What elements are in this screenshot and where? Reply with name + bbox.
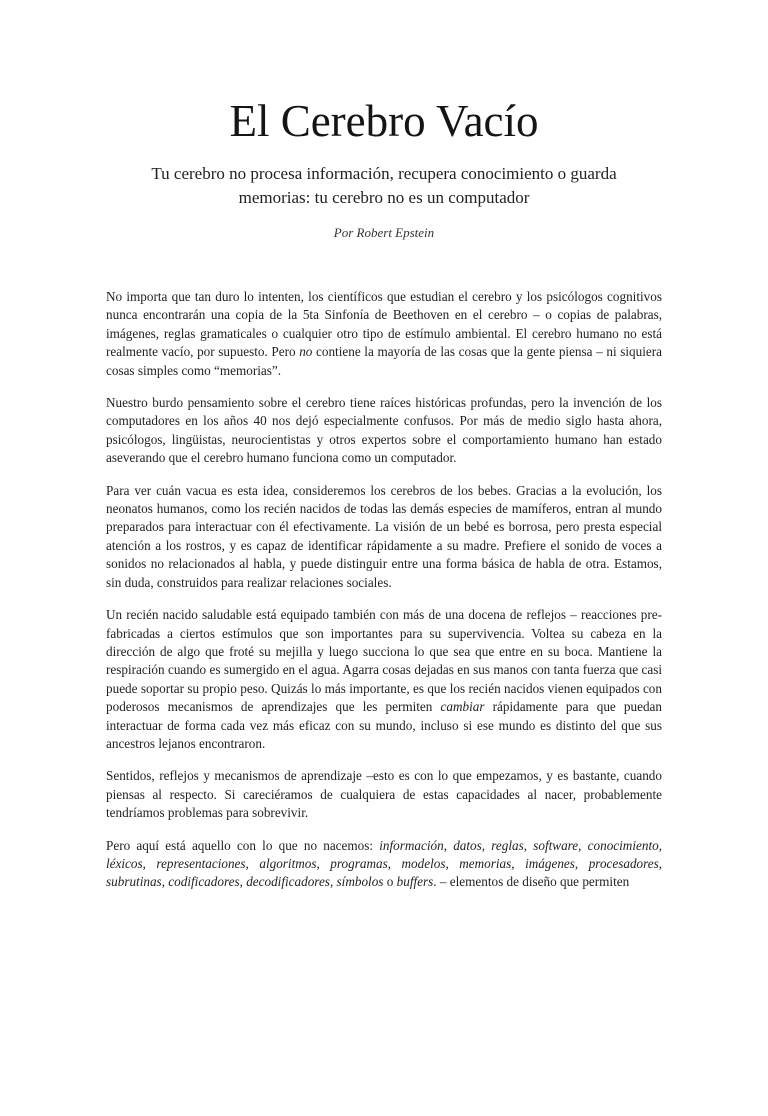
italic-text: representaciones <box>156 855 246 871</box>
paragraph-text: No importa que tan duro lo intenten, los científicos que estudian el cerebro y los psicólogos cognitivos nunca encontrarán una copia de la 5ta Sinfonía de Beethoven en el cerebro – o copias de palabras, imágenes, reglas gramaticales o cualquier otro tipo de estímulo ambiental. El cerebro humano no está realmente vacío, por supuesto. Pero <box>106 289 662 360</box>
paragraph <box>106 606 662 753</box>
italic-text: software <box>533 837 579 853</box>
italic-text: datos <box>453 837 482 853</box>
italic-text: no <box>299 344 313 360</box>
italic-text: reglas <box>491 837 524 853</box>
paragraph-text: , <box>523 837 534 853</box>
article-body <box>106 288 662 892</box>
paragraph-text: , <box>316 855 331 871</box>
italic-text: memorias <box>459 855 512 871</box>
paragraph <box>106 288 662 380</box>
italic-text: cambiar <box>440 699 485 715</box>
paragraph <box>106 767 662 822</box>
author-byline: Por Robert Epstein <box>333 225 435 240</box>
paragraph-text: , <box>387 855 402 871</box>
italic-text: léxicos <box>106 855 143 871</box>
italic-text: información <box>379 837 444 853</box>
paragraph-text: , <box>574 855 589 871</box>
paragraph-text: Pero aquí está aquello con lo que no nacemos: <box>106 837 380 853</box>
paragraph-text: , <box>658 837 662 853</box>
paragraph-text: . – elementos de diseño que permiten <box>433 874 630 890</box>
italic-text: codificadores <box>168 874 240 890</box>
paragraph-text: Nuestro burdo pensamiento sobre el cerebro tiene raíces históricas profundas, pero la invención de los computadores en los años 40 nos dejó especialmente confusos. Por más de medio siglo hasta ahora, psicólogos, lingüistas, neurocientistas y otros expertos sobre el comportamiento humano han estado aseverando que el cerebro humano funciona como un computador. <box>106 395 662 466</box>
italic-text: subrutinas <box>106 874 162 890</box>
italic-text: procesadores <box>588 855 659 871</box>
italic-text: algoritmos <box>259 855 317 871</box>
italic-text: modelos <box>401 855 446 871</box>
paragraph-text: , <box>245 855 260 871</box>
paragraph-text: , <box>578 837 588 853</box>
italic-text: buffers <box>396 874 434 890</box>
paragraph-text: , <box>161 874 169 890</box>
italic-text: decodificadores <box>246 874 330 890</box>
paragraph-text: Sentidos, reflejos y mecanismos de aprendizaje –esto es con lo que empezamos, y es bastante, cuando piensas al respecto. Si careciéramos de cualquiera de estas capacidades al nacer, probablemente tendríamos problemas para sobrevivir. <box>106 768 662 821</box>
paragraph-text: , <box>481 837 492 853</box>
italic-text: imágenes <box>525 855 575 871</box>
paragraph <box>106 837 662 892</box>
italic-text: conocimiento <box>587 837 659 853</box>
paragraph-text: Un recién nacido saludable está equipado también con más de una docena de reflejos – reacciones pre-fabricadas a ciertos estímulos que son importantes para su supervivencia. Voltea su cabeza en la dirección de algo que froté su mejilla y luego succiona lo que sea que entre en su boca. Mantiene la respiración cuando es sumergido en el agua. Agarra cosas dejadas en sus manos con tanta fuerza que casi puede soportar su propio peso. Quizás lo más importante, es que los recién nacidos vienen equipados con poderosos mecanismos de aprendizajes que les permiten <box>106 607 662 715</box>
paragraph-text: , <box>511 855 526 871</box>
paragraph-text: , <box>443 837 454 853</box>
paragraph-text: , <box>239 874 247 890</box>
document-title: El Cerebro Vacío <box>229 96 539 146</box>
paragraph-text: rápidamente para que puedan interactuar de forma cada vez más eficaz con su mundo, incluso si ese mundo es distinto del que sus ancestros lejanos encontraron. <box>106 699 662 751</box>
paragraph <box>106 482 662 592</box>
paragraph-text: , <box>329 874 337 890</box>
paragraph-text: , <box>142 855 157 871</box>
paragraph-text: , <box>658 855 663 871</box>
paragraph-text: , <box>445 855 460 871</box>
italic-text: símbolos <box>336 874 384 890</box>
paragraph <box>106 394 662 468</box>
italic-text: programas <box>330 855 388 871</box>
paragraph-text: Para ver cuán vacua es esta idea, consideremos los cerebros de los bebes. Gracias a la evolución, los neonatos humanos, como los recién nacidos de todas las demás especies de mamíferos, entran al mundo preparados para interactuar con él efectivamente. La visión de un bebé es borrosa, pero presta especial atención a los rostros, y es capaz de identificar rápidamente a su madre. Prefiere el sonido de voces a sonidos no relacionados al habla, y puede distinguir entre una forma básica de habla de otra. Estamos, sin duda, construidos para realizar relaciones sociales. <box>106 482 662 590</box>
document-subtitle: Tu cerebro no procesa información, recupera conocimiento o guarda memorias: tu cerebro no es un computador <box>151 164 617 207</box>
paragraph-text: o <box>383 874 397 890</box>
paragraph-text: contiene la mayoría de las cosas que la gente piensa – ni siquiera cosas simples como “memorias”. <box>106 344 662 378</box>
document-page <box>0 92 768 1116</box>
